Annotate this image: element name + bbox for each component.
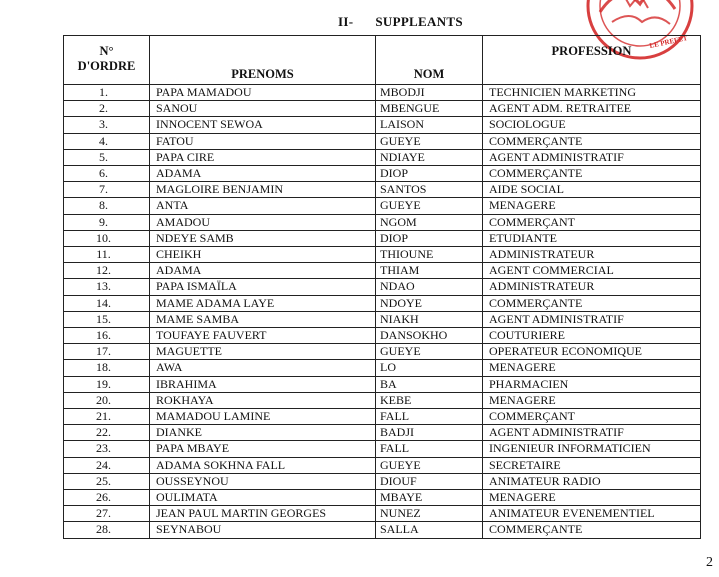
row-nom: NDOYE bbox=[376, 295, 483, 311]
row-order-number: 8. bbox=[64, 198, 150, 214]
row-profession: ETUDIANTE bbox=[483, 230, 701, 246]
row-nom: MBENGUE bbox=[376, 101, 483, 117]
row-prenom: MAME ADAMA LAYE bbox=[150, 295, 376, 311]
row-prenom: CHEIKH bbox=[150, 247, 376, 263]
table-row bbox=[64, 441, 701, 457]
row-order-number: 21. bbox=[64, 409, 150, 425]
row-profession: AIDE SOCIAL bbox=[483, 182, 701, 198]
row-profession: PHARMACIEN bbox=[483, 376, 701, 392]
row-order-number: 22. bbox=[64, 425, 150, 441]
table-row bbox=[64, 279, 701, 295]
row-nom: DIOP bbox=[376, 166, 483, 182]
row-order-number: 9. bbox=[64, 214, 150, 230]
header-nom: NOM bbox=[376, 36, 483, 85]
row-profession: ANIMATEUR RADIO bbox=[483, 473, 701, 489]
row-nom: GUEYE bbox=[376, 198, 483, 214]
row-prenom: JEAN PAUL MARTIN GEORGES bbox=[150, 506, 376, 522]
section-heading bbox=[338, 14, 463, 30]
row-nom: NUNEZ bbox=[376, 506, 483, 522]
row-profession: MENAGERE bbox=[483, 392, 701, 408]
row-nom: THIOUNE bbox=[376, 247, 483, 263]
table-row bbox=[64, 133, 701, 149]
row-nom: DIOP bbox=[376, 230, 483, 246]
row-prenom: AMADOU bbox=[150, 214, 376, 230]
row-order-number: 1. bbox=[64, 85, 150, 101]
table-row bbox=[64, 166, 701, 182]
table-row bbox=[64, 117, 701, 133]
row-prenom: ADAMA SOKHNA FALL bbox=[150, 457, 376, 473]
row-prenom: FATOU bbox=[150, 133, 376, 149]
table-row bbox=[64, 425, 701, 441]
row-order-number: 3. bbox=[64, 117, 150, 133]
row-nom: DANSOKHO bbox=[376, 328, 483, 344]
row-prenom: MAMADOU LAMINE bbox=[150, 409, 376, 425]
row-nom: MBODJI bbox=[376, 85, 483, 101]
row-profession: MENAGERE bbox=[483, 360, 701, 376]
row-order-number: 18. bbox=[64, 360, 150, 376]
row-order-number: 19. bbox=[64, 376, 150, 392]
page-number: 2 bbox=[706, 555, 713, 570]
row-nom: DIOUF bbox=[376, 473, 483, 489]
header-profession: PROFESSION bbox=[483, 36, 701, 85]
table-row bbox=[64, 214, 701, 230]
row-profession: SOCIOLOGUE bbox=[483, 117, 701, 133]
row-nom: GUEYE bbox=[376, 344, 483, 360]
row-nom: NDIAYE bbox=[376, 149, 483, 165]
row-order-number: 23. bbox=[64, 441, 150, 457]
row-order-number: 15. bbox=[64, 311, 150, 327]
row-profession: COMMERÇANTE bbox=[483, 133, 701, 149]
row-profession: AGENT ADMINISTRATIF bbox=[483, 149, 701, 165]
row-prenom: ADAMA bbox=[150, 166, 376, 182]
row-profession: ADMINISTRATEUR bbox=[483, 279, 701, 295]
row-order-number: 11. bbox=[64, 247, 150, 263]
row-prenom: TOUFAYE FAUVERT bbox=[150, 328, 376, 344]
row-order-number: 20. bbox=[64, 392, 150, 408]
table-row bbox=[64, 473, 701, 489]
row-nom: THIAM bbox=[376, 263, 483, 279]
section-number: II- bbox=[338, 14, 354, 29]
svg-text:LE PREFET: LE PREFET bbox=[648, 34, 689, 50]
row-prenom: ANTA bbox=[150, 198, 376, 214]
table-row bbox=[64, 85, 701, 101]
row-nom: FALL bbox=[376, 409, 483, 425]
row-nom: NGOM bbox=[376, 214, 483, 230]
row-prenom: MAGUETTE bbox=[150, 344, 376, 360]
row-prenom: ROKHAYA bbox=[150, 392, 376, 408]
table-row bbox=[64, 295, 701, 311]
table-row bbox=[64, 101, 701, 117]
row-prenom: PAPA MBAYE bbox=[150, 441, 376, 457]
row-profession: COMMERÇANT bbox=[483, 409, 701, 425]
row-prenom: PAPA ISMAÏLA bbox=[150, 279, 376, 295]
table-row bbox=[64, 198, 701, 214]
row-profession: TECHNICIEN MARKETING bbox=[483, 85, 701, 101]
row-profession: SECRETAIRE bbox=[483, 457, 701, 473]
row-profession: MENAGERE bbox=[483, 490, 701, 506]
row-order-number: 14. bbox=[64, 295, 150, 311]
row-prenom: PAPA CIRE bbox=[150, 149, 376, 165]
row-profession: MENAGERE bbox=[483, 198, 701, 214]
row-order-number: 27. bbox=[64, 506, 150, 522]
row-prenom: SEYNABOU bbox=[150, 522, 376, 538]
row-prenom: AWA bbox=[150, 360, 376, 376]
row-profession: OPERATEUR ECONOMIQUE bbox=[483, 344, 701, 360]
table-row bbox=[64, 522, 701, 538]
row-profession: AGENT COMMERCIAL bbox=[483, 263, 701, 279]
table-row bbox=[64, 457, 701, 473]
row-profession: AGENT ADMINISTRATIF bbox=[483, 425, 701, 441]
row-prenom: ADAMA bbox=[150, 263, 376, 279]
table-row bbox=[64, 328, 701, 344]
row-nom: GUEYE bbox=[376, 133, 483, 149]
row-order-number: 4. bbox=[64, 133, 150, 149]
row-profession: INGENIEUR INFORMATICIEN bbox=[483, 441, 701, 457]
header-prenoms: PRENOMS bbox=[150, 36, 376, 85]
header-order-line2: D'ORDRE bbox=[77, 59, 136, 73]
table-row bbox=[64, 247, 701, 263]
header-order-number bbox=[64, 36, 150, 85]
table-row bbox=[64, 182, 701, 198]
row-prenom: OULIMATA bbox=[150, 490, 376, 506]
row-order-number: 28. bbox=[64, 522, 150, 538]
row-profession: COMMERÇANT bbox=[483, 214, 701, 230]
row-prenom: MAGLOIRE BENJAMIN bbox=[150, 182, 376, 198]
row-order-number: 16. bbox=[64, 328, 150, 344]
row-profession: AGENT ADMINISTRATIF bbox=[483, 311, 701, 327]
row-order-number: 10. bbox=[64, 230, 150, 246]
row-order-number: 13. bbox=[64, 279, 150, 295]
table-body bbox=[64, 85, 701, 539]
row-order-number: 12. bbox=[64, 263, 150, 279]
table-header-row bbox=[64, 36, 701, 85]
table-row bbox=[64, 344, 701, 360]
row-nom: GUEYE bbox=[376, 457, 483, 473]
table-row bbox=[64, 392, 701, 408]
row-nom: BADJI bbox=[376, 425, 483, 441]
row-order-number: 2. bbox=[64, 101, 150, 117]
row-order-number: 25. bbox=[64, 473, 150, 489]
row-profession: COMMERÇANTE bbox=[483, 295, 701, 311]
row-nom: NDAO bbox=[376, 279, 483, 295]
row-prenom: IBRAHIMA bbox=[150, 376, 376, 392]
table-row bbox=[64, 263, 701, 279]
section-title: SUPPLEANTS bbox=[375, 14, 463, 29]
row-prenom: DIANKE bbox=[150, 425, 376, 441]
row-nom: KEBE bbox=[376, 392, 483, 408]
row-profession: ANIMATEUR EVENEMENTIEL bbox=[483, 506, 701, 522]
row-order-number: 6. bbox=[64, 166, 150, 182]
table-row bbox=[64, 376, 701, 392]
row-nom: NIAKH bbox=[376, 311, 483, 327]
row-prenom: MAME SAMBA bbox=[150, 311, 376, 327]
row-nom: LAISON bbox=[376, 117, 483, 133]
row-profession: AGENT ADM. RETRAITEE bbox=[483, 101, 701, 117]
table-row bbox=[64, 230, 701, 246]
row-profession: COUTURIERE bbox=[483, 328, 701, 344]
table-row bbox=[64, 409, 701, 425]
row-profession: COMMERÇANTE bbox=[483, 166, 701, 182]
table-row bbox=[64, 490, 701, 506]
table-row bbox=[64, 506, 701, 522]
table-row bbox=[64, 360, 701, 376]
table-row bbox=[64, 311, 701, 327]
row-nom: LO bbox=[376, 360, 483, 376]
row-order-number: 24. bbox=[64, 457, 150, 473]
row-prenom: NDEYE SAMB bbox=[150, 230, 376, 246]
row-profession: ADMINISTRATEUR bbox=[483, 247, 701, 263]
row-order-number: 7. bbox=[64, 182, 150, 198]
suppleants-table bbox=[63, 35, 701, 539]
row-nom: MBAYE bbox=[376, 490, 483, 506]
row-nom: SALLA bbox=[376, 522, 483, 538]
row-prenom: SANOU bbox=[150, 101, 376, 117]
row-prenom: INNOCENT SEWOA bbox=[150, 117, 376, 133]
row-order-number: 5. bbox=[64, 149, 150, 165]
row-prenom: OUSSEYNOU bbox=[150, 473, 376, 489]
row-order-number: 26. bbox=[64, 490, 150, 506]
row-nom: SANTOS bbox=[376, 182, 483, 198]
row-prenom: PAPA MAMADOU bbox=[150, 85, 376, 101]
header-order-line1: N° bbox=[99, 44, 114, 58]
table-row bbox=[64, 149, 701, 165]
row-order-number: 17. bbox=[64, 344, 150, 360]
row-nom: BA bbox=[376, 376, 483, 392]
row-profession: COMMERÇANTE bbox=[483, 522, 701, 538]
row-nom: FALL bbox=[376, 441, 483, 457]
